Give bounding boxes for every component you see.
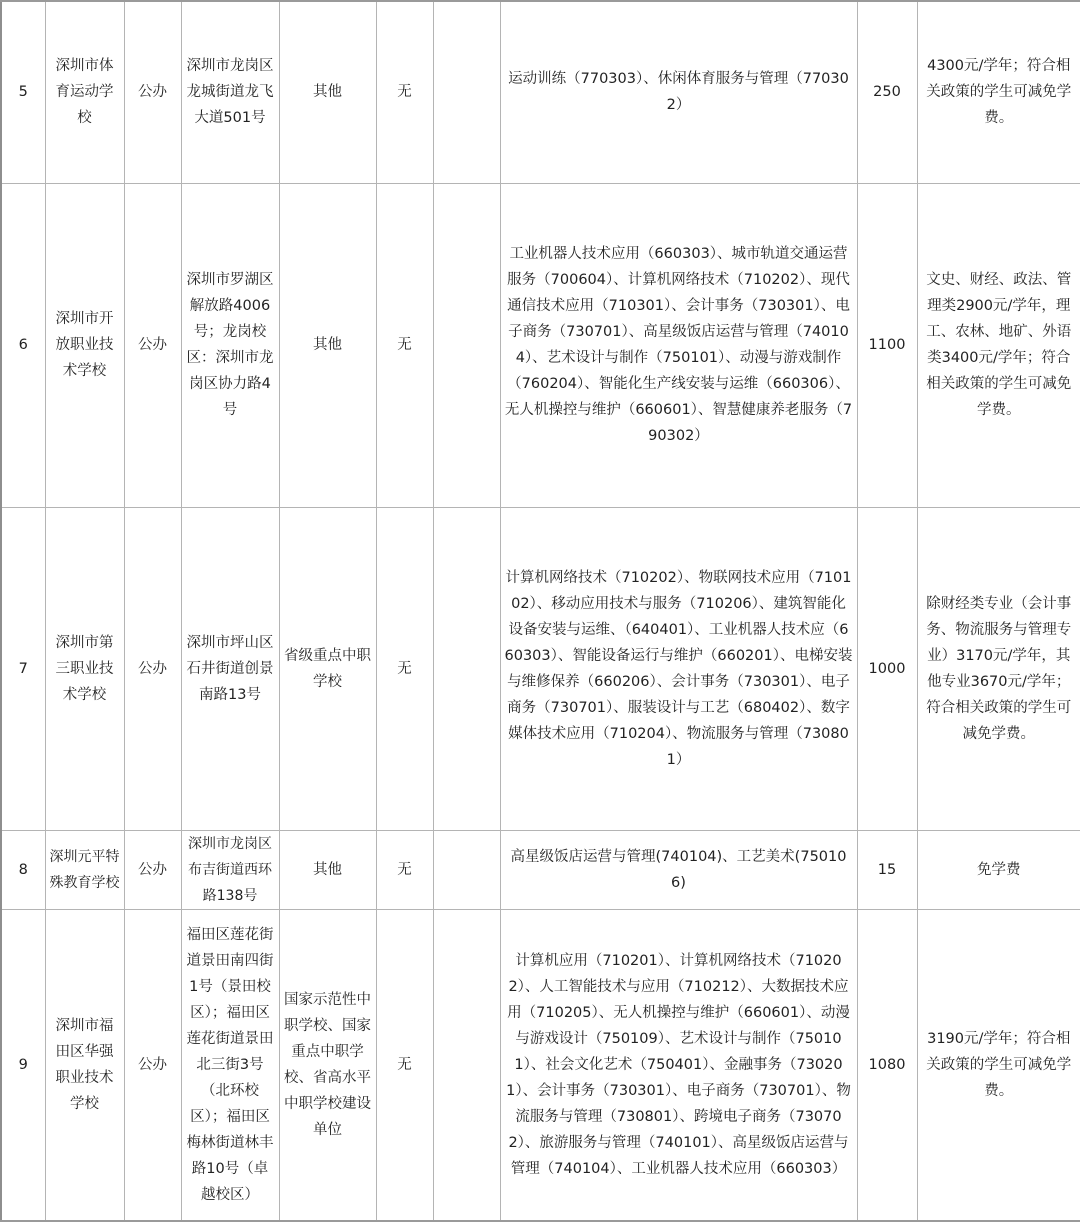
tuition-fee: 除财经类专业（会计事务、物流服务与管理专业）3170元/学年，其他专业3670元/学年；符合相关政策的学生可减免学费。 [917,507,1080,830]
school-name: 深圳市开放职业技术学校 [45,183,124,507]
school-name: 深圳市体育运动学校 [45,1,124,183]
table-row [1,830,1080,909]
tuition-fee: 文史、财经、政法、管理类2900元/学年，理工、农林、地矿、外语类3400元/学年；符合相关政策的学生可减免学费。 [917,183,1080,507]
enrollment-quota: 1080 [857,909,917,1221]
table-row [1,1,1080,183]
school-level: 其他 [279,183,376,507]
school-level: 其他 [279,830,376,909]
enrollment-quota: 250 [857,1,917,183]
school-address: 深圳市龙岗区布吉街道西环路138号 [181,830,279,909]
tuition-fee: 3190元/学年；符合相关政策的学生可减免学费。 [917,909,1080,1221]
enrollment-quota: 1100 [857,183,917,507]
school-address: 深圳市龙岗区龙城街道龙飞大道501号 [181,1,279,183]
school-level: 国家示范性中职学校、国家重点中职学校、省高水平中职学校建设单位 [279,909,376,1221]
majors-list: 运动训练（770303）、休闲体育服务与管理（770302） [500,1,857,183]
enrollment-quota: 1000 [857,507,917,830]
school-address: 福田区莲花街道景田南四街1号（景田校区）；福田区莲花街道景田北三街3号（北环校区）；福田区梅林街道林丰路10号（卓越校区） [181,909,279,1221]
majors-list: 计算机网络技术（710202）、物联网技术应用（710102）、移动应用技术与服务（710206）、建筑智能化设备安装与运维、（640401）、工业机器人技术应（660303）、智能设备运行与维护（660201）、电梯安装与维修保养（660206）、会计事务（730301）、电子商务（730701）、服装设计与工艺（680402）、数字媒体技术应用（710204）、物流服务与管理（730801） [500,507,857,830]
school-level: 其他 [279,1,376,183]
other-info: 无 [376,909,433,1221]
school-type: 公办 [124,1,181,183]
school-address: 深圳市罗湖区解放路4006号；龙岗校区：深圳市龙岗区协力路4号 [181,183,279,507]
school-type: 公办 [124,909,181,1221]
school-name: 深圳元平特殊教育学校 [45,830,124,909]
row-number: 8 [1,830,45,909]
row-number: 5 [1,1,45,183]
enrollment-quota: 15 [857,830,917,909]
blank-cell [433,909,500,1221]
blank-cell [433,830,500,909]
school-level: 省级重点中职学校 [279,507,376,830]
school-type: 公办 [124,830,181,909]
row-number: 7 [1,507,45,830]
other-info: 无 [376,183,433,507]
tuition-fee: 免学费 [917,830,1080,909]
blank-cell [433,507,500,830]
blank-cell [433,183,500,507]
school-type: 公办 [124,183,181,507]
school-name: 深圳市福田区华强职业技术学校 [45,909,124,1221]
other-info: 无 [376,507,433,830]
other-info: 无 [376,830,433,909]
school-name: 深圳市第三职业技术学校 [45,507,124,830]
table-row [1,909,1080,1221]
tuition-fee: 4300元/学年；符合相关政策的学生可减免学费。 [917,1,1080,183]
blank-cell [433,1,500,183]
majors-list: 工业机器人技术应用（660303）、城市轨道交通运营服务（700604）、计算机网络技术（710202）、现代通信技术应用（710301）、会计事务（730301）、电子商务（730701）、高星级饭店运营与管理（740104）、艺术设计与制作（750101）、动漫与游戏制作（760204）、智能化生产线安装与运维（660306）、无人机操控与维护（660601）、智慧健康养老服务（790302） [500,183,857,507]
majors-list: 计算机应用（710201）、计算机网络技术（710202）、人工智能技术与应用（710212）、大数据技术应用（710205）、无人机操控与维护（660601）、动漫与游戏设计（750109）、艺术设计与制作（750101）、社会文化艺术（750401）、金融事务（730201）、会计事务（730301）、电子商务（730701）、物流服务与管理（730801）、跨境电子商务（730702）、旅游服务与管理（740101）、高星级饭店运营与管理（740104）、工业机器人技术应用（660303） [500,909,857,1221]
majors-list: 高星级饭店运营与管理(740104)、工艺美术(750106) [500,830,857,909]
row-number: 9 [1,909,45,1221]
table-row [1,507,1080,830]
other-info: 无 [376,1,433,183]
table-row [1,183,1080,507]
school-address: 深圳市坪山区石井街道创景南路13号 [181,507,279,830]
school-type: 公办 [124,507,181,830]
row-number: 6 [1,183,45,507]
